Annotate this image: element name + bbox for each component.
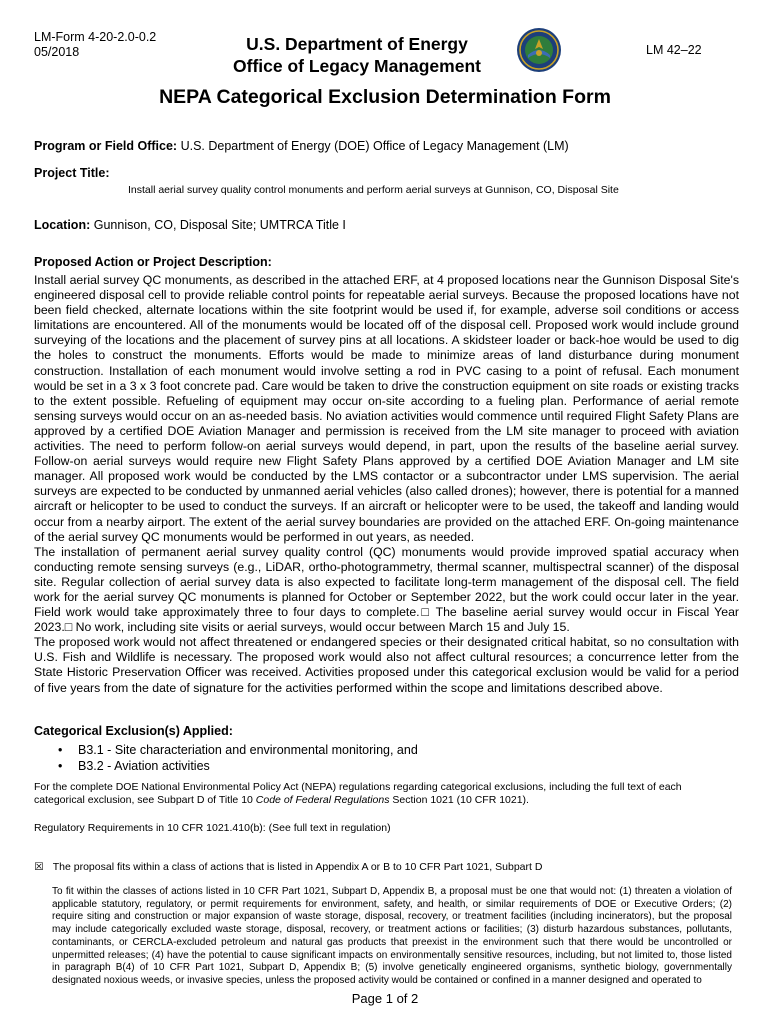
project-description <box>34 273 739 696</box>
program-office-value: U.S. Department of Energy (DOE) Office of Legacy Management (LM) <box>180 139 569 153</box>
cx-item: • B3.2 - Aviation activities <box>54 758 418 774</box>
program-office-label: Program or Field Office: <box>34 139 178 153</box>
form-id: LM-Form 4-20-2.0-0.2 <box>34 30 157 44</box>
agency-line-2: Office of Legacy Management <box>233 56 481 76</box>
cx-list <box>54 742 418 774</box>
form-date: 05/2018 <box>34 45 80 59</box>
appendix-checkbox-label: The proposal fits within a class of actions that is listed in Appendix A or B to 10 CFR Part 1021, Subpart D <box>52 861 543 873</box>
project-title-label: Project Title: <box>34 166 110 180</box>
location-value: Gunnison, CO, Disposal Site; UMTRCA Title I <box>93 218 346 232</box>
page-number: Page 1 of 2 <box>351 991 419 1006</box>
nepa-note-text: For the complete DOE National Environmental Policy Act (NEPA) regulations regarding categorical exclusions, including the full text of each categorical exclusion, see Subpart D of Title 10 <box>34 781 682 806</box>
doe-seal-icon <box>516 27 562 73</box>
nepa-note-cfr: Code of Federal Regulations <box>255 794 390 806</box>
form-title: NEPA Categorical Exclusion Determination Form <box>159 86 611 108</box>
appendix-checkbox-row <box>34 861 542 873</box>
location-row <box>34 218 734 233</box>
nepa-note <box>34 781 734 807</box>
appendix-conditions-text: To fit within the classes of actions listed in 10 CFR Part 1021, Subpart D, Appendix B, a proposal must be one that would not: (1) threaten a violation of applicable statutory, regulatory, or permit requirements for environment, safety, and health, or similar requirements of DOE or Executive Orders; (2) require siting and construction or major expansion of waste storage, disposal, recovery, or treatment facilities (including incinerators), but the proposal may include categorically excluded waste storage, disposal, recovery, or treatment actions or facilities; (3) disturb hazardous substances, pollutants, contaminants, or CERCLA-excluded petroleum and natural gas products that preexist in the environment such that there would be uncontrolled or unpermitted releases; (4) have the potential to cause significant impacts on environmentally sensitive resources, including, but not limited to, those listed in paragraph B(4) of 10 CFR Part 1021, Subpart D, Appendix B; (5) involve genetically engineered organisms, synthetic biology, governmentally designated noxious weeds, or invasive species, unless the proposed activity would be contained or confined in a manner designed and operated to <box>52 886 732 986</box>
description-label: Proposed Action or Project Description: <box>34 255 272 269</box>
agency-line-1: U.S. Department of Energy <box>246 34 468 54</box>
cx-label: Categorical Exclusion(s) Applied: <box>34 724 233 738</box>
cx-item: • B3.1 - Site characteriation and environmental monitoring, and <box>54 742 418 758</box>
description-paragraph: Install aerial survey QC monuments, as described in the attached ERF, at 4 proposed locations near the Gunnison Disposal Site's engineered disposal cell to provide reliable control points for repeatable aerial surveys. Because the proposed locations have not been field checked, alternate locations within the site footprint would be used if, for example, adverse soil conditions or access limitations are encountered. All of the monuments would be located off of the disposal cell. Proposed work would include ground surveying of the locations and the placement of survey pins at all locations. A skidsteer loader or back-hoe would be used to dig the holes to construct the monuments. Efforts would be made to minimize areas of land disturbance during monument construction. Installation of each monument would involve setting a rod in PVC casing to a point of refusal. Each monument would be set in a 3 x 3 foot concrete pad. Care would be taken to drive the construction equipment on site roads or existing tracks to the extent possible. Refueling of equipment may occur on-site according to a fueling plan. Performance of aerial remote sensing surveys would occur on an as-needed basis. No aviation activities would commence until required Flight Safety Plans are approved by a certified DOE Aviation Manager and permission is received from the LM site manager to proceed with aviation activities. The need to perform follow-on aerial surveys would depend, in part, upon the results of the baseline aerial survey. Follow-on aerial surveys would require new Flight Safety Plans approved by a certified DOE Aviation Manager and LM site manager. All proposed work would be conducted by the LMS contactor or a subcontractor under LMS supervision. The aerial surveys are expected to be conducted by unmanned aerial vehicles (also called drones); however, there is potential for a manned aircraft or helicopter to be used to conduct the surveys. If an aircraft or helicopter were to be used, the takeoff and landing would occur from a nearby airport. The extent of the aerial survey boundaries are provided on the attached ERF. On-going maintenance of the aerial survey QC monuments would be performed in out years, as needed. <box>34 273 739 544</box>
nepa-note-section: Section 1021 (10 CFR 1021). <box>392 794 529 806</box>
form-number: LM 42–22 <box>646 43 702 57</box>
regulatory-requirements: Regulatory Requirements in 10 CFR 1021.410(b): (See full text in regulation) <box>34 822 391 834</box>
form-id-block <box>34 30 156 60</box>
location-label: Location: <box>34 218 91 232</box>
checked-box-icon[interactable]: ☒ <box>34 861 44 873</box>
description-paragraph: The proposed work would not affect threatened or endangered species or their designated critical habitat, so no consultation with U.S. Fish and Wildlife is necessary. The proposed work would also not affect cultural resources; a concurrence letter from the State Historic Preservation Officer was received. Activities proposed under this categorical exclusion would be valid for a period of five years from the date of signature for the activities performed within the scope and limitations described above. <box>34 635 739 695</box>
project-title-value: Install aerial survey quality control monuments and perform aerial surveys at Gunnison, CO, Disposal Site <box>128 184 619 196</box>
agency-heading <box>226 33 488 77</box>
program-office-row <box>34 139 734 154</box>
description-paragraph: The installation of permanent aerial survey quality control (QC) monuments would provide improved spatial accuracy when conducting remote sensing surveys (e.g., LiDAR, ortho-photogrammetry, thermal scanner, multispectral scanner) of the disposal site. Regular collection of aerial survey data is also expected to facilitate long-term management of the disposal cell. The field work for the aerial survey QC monuments is planned for October or September 2022, but the work could occur later in the year. Field work would take approximately three to four days to complete.□ The baseline aerial survey would occur in Fiscal Year 2023.□ No work, including site visits or aerial surveys, would occur between March 15 and July 15. <box>34 544 739 635</box>
